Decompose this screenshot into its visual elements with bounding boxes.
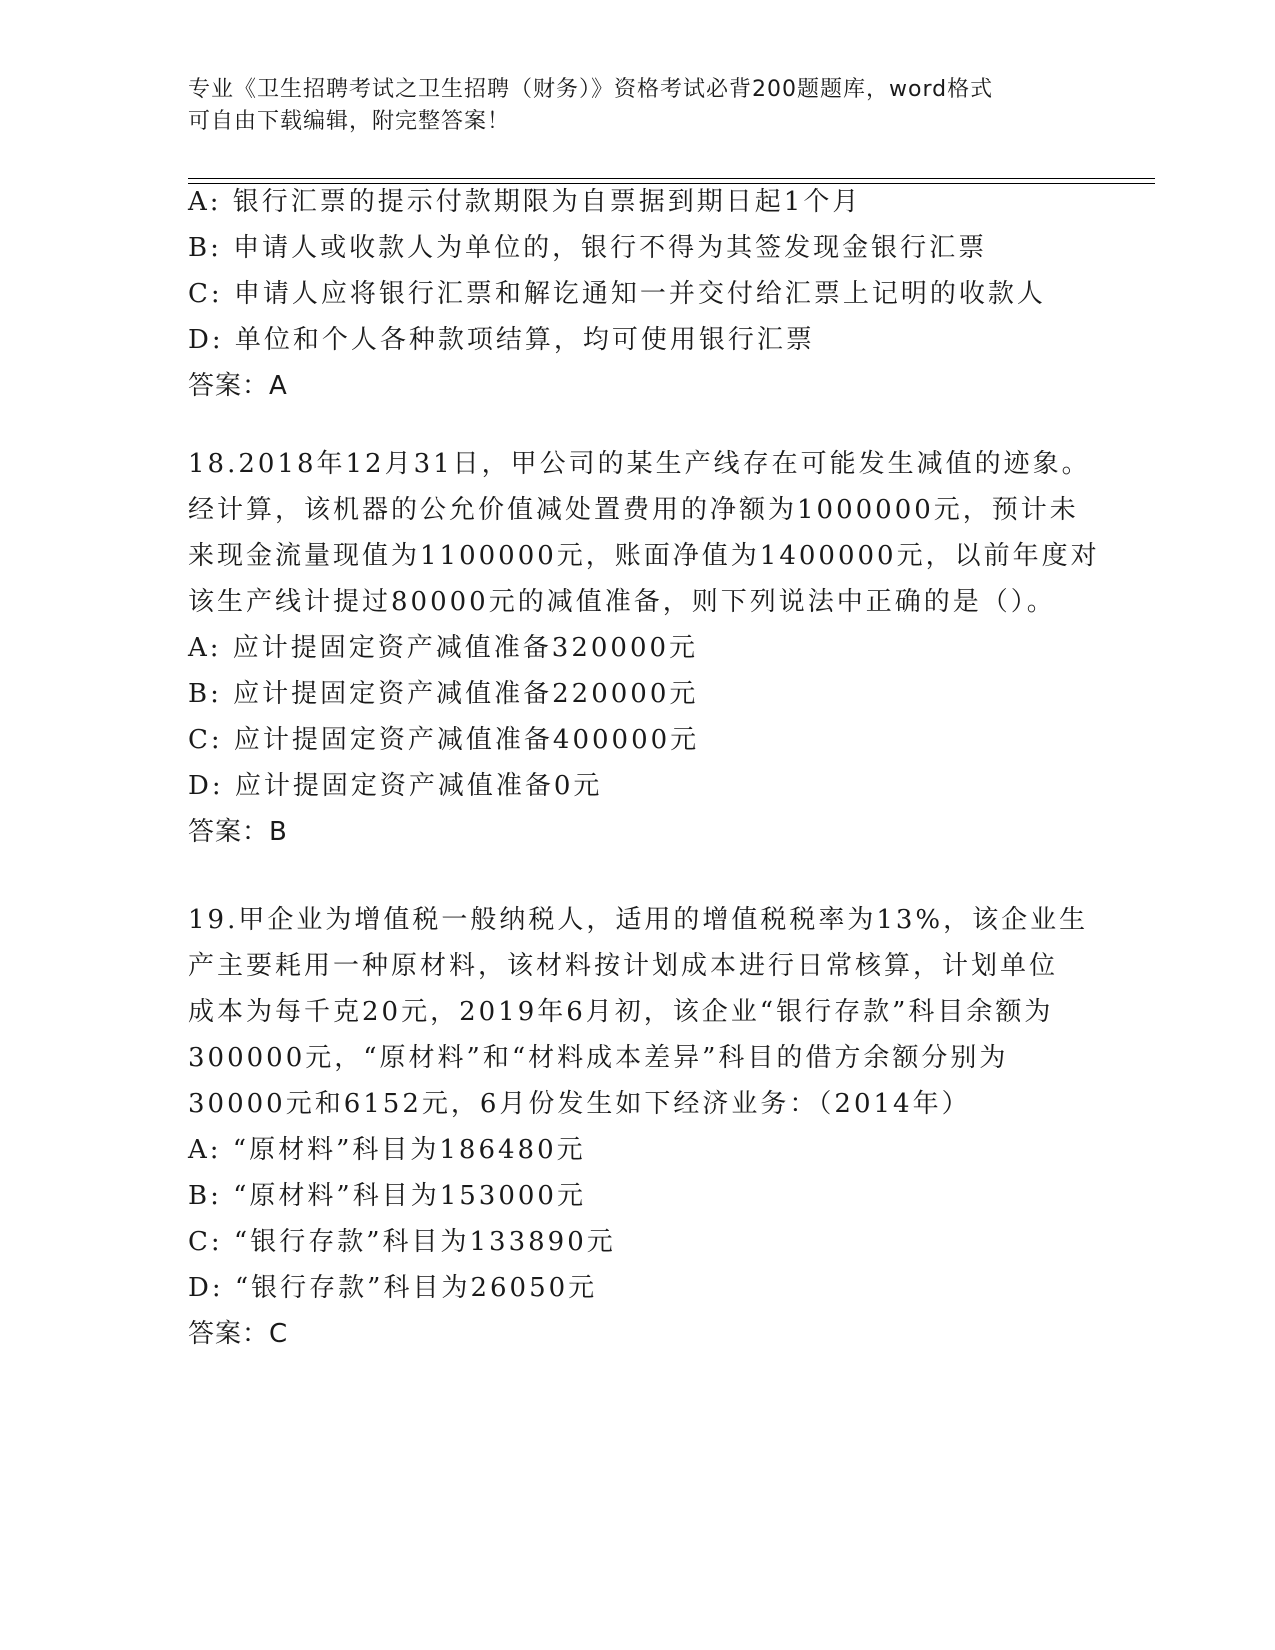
question-19 — [188, 897, 1088, 1357]
option-c: C: 申请人应将银行汇票和解讫通知一并交付给汇票上记明的收款人 — [188, 279, 1046, 309]
header-line-2: 可自由下载编辑，附完整答案！ — [188, 109, 511, 134]
option-a: A: 应计提固定资产减值准备320000元 — [188, 633, 699, 663]
header-line-1: 专业《卫生招聘考试之卫生招聘（财务）》资格考试必背200题题库，word格式 — [188, 77, 994, 102]
option-b: B: “原材料”科目为153000元 — [188, 1181, 586, 1211]
question-stem-line: 经计算，该机器的公允价值减处置费用的净额为1000000元，预计未 — [188, 495, 1079, 525]
option-a: A: 银行汇票的提示付款期限为自票据到期日起1个月 — [188, 187, 862, 217]
question-stem-line: 产主要耗用一种原材料，该材料按计划成本进行日常核算，计划单位 — [188, 951, 1059, 981]
document-header — [188, 74, 1088, 138]
question-stem-line: 30000元和6152元，6月份发生如下经济业务：（2014年） — [188, 1089, 971, 1119]
question-stem-line: 19.甲企业为增值税一般纳税人，适用的增值税税率为13%，该企业生 — [188, 905, 1089, 935]
answer: 答案：B — [188, 817, 288, 847]
question-stem-line: 该生产线计提过80000元的减值准备，则下列说法中正确的是（）。 — [188, 587, 1056, 617]
question-stem-line: 300000元，“原材料”和“材料成本差异”科目的借方余额分别为 — [188, 1043, 1009, 1073]
option-c: C: 应计提固定资产减值准备400000元 — [188, 725, 700, 755]
answer: 答案：A — [188, 371, 288, 401]
question-stem-line: 18.2018年12月31日，甲公司的某生产线存在可能发生减值的迹象。 — [188, 449, 1091, 479]
question-18 — [188, 441, 1100, 855]
option-b: B: 申请人或收款人为单位的，银行不得为其签发现金银行汇票 — [188, 233, 988, 263]
option-b: B: 应计提固定资产减值准备220000元 — [188, 679, 699, 709]
option-d: D: 单位和个人各种款项结算，均可使用银行汇票 — [188, 325, 815, 355]
question-stem-line: 来现金流量现值为1100000元，账面净值为1400000元，以前年度对 — [188, 541, 1100, 571]
option-d: D: “银行存款”科目为26050元 — [188, 1273, 598, 1303]
question-stem-line: 成本为每千克20元，2019年6月初，该企业“银行存款”科目余额为 — [188, 997, 1054, 1027]
option-a: A: “原材料”科目为186480元 — [188, 1135, 586, 1165]
option-c: C: “银行存款”科目为133890元 — [188, 1227, 616, 1257]
question-17 — [188, 179, 1088, 409]
answer: 答案：C — [188, 1319, 289, 1349]
option-d: D: 应计提固定资产减值准备0元 — [188, 771, 603, 801]
